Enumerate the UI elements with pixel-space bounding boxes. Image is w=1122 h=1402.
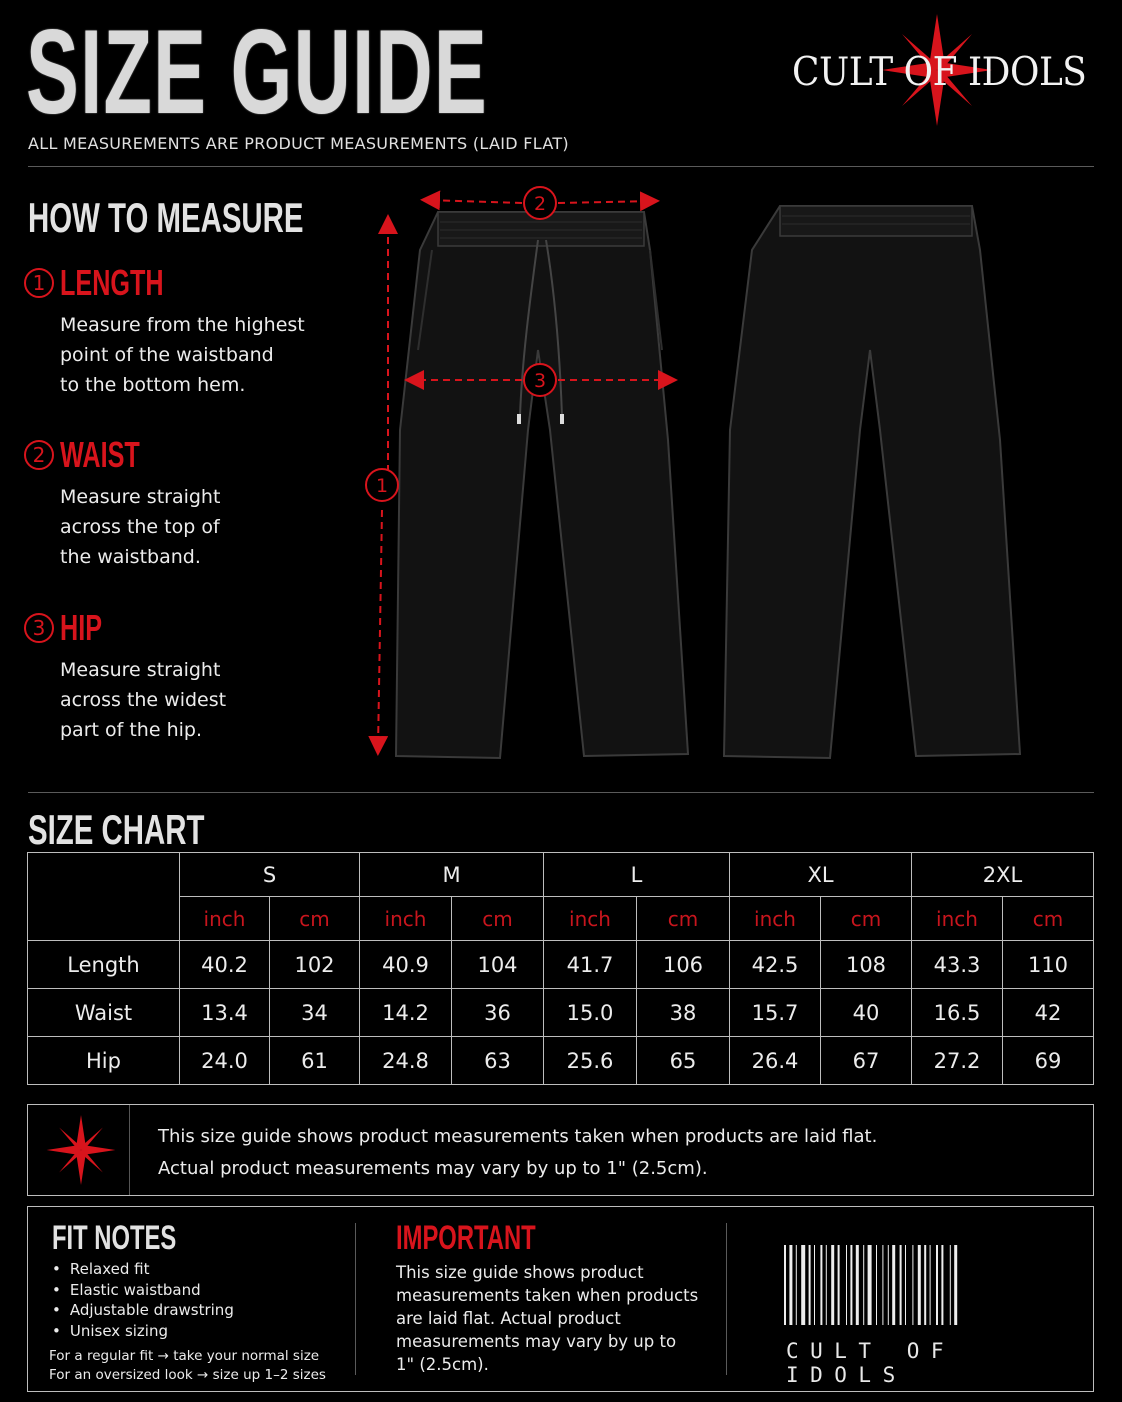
unit-header-row: [28, 897, 1094, 941]
list-item: • Unisex sizing: [52, 1321, 234, 1342]
measurement-notice: [27, 1104, 1094, 1196]
table-cell: 102: [270, 941, 360, 989]
step-line: point of the waistband: [60, 344, 274, 366]
table-cell: 36: [452, 989, 544, 1037]
step-line: Measure from the highest: [60, 314, 305, 336]
how-to-measure-title: HOW TO MEASURE: [28, 194, 304, 241]
step-name: WAIST: [60, 434, 140, 475]
step-line: across the top of: [60, 516, 220, 538]
divider: [355, 1223, 356, 1375]
corner-cell: [28, 853, 180, 941]
step-line: the waistband.: [60, 546, 201, 568]
unit-inch: inch: [544, 897, 637, 941]
list-item: • Adjustable drawstring: [52, 1300, 234, 1321]
back-pants-image: [724, 206, 1020, 758]
table-cell: 24.8: [360, 1037, 452, 1085]
table-cell: 43.3: [912, 941, 1003, 989]
table-cell: 42.5: [730, 941, 821, 989]
step-line: Measure straight: [60, 659, 221, 681]
table-cell: 61: [270, 1037, 360, 1085]
table-cell: 15.7: [730, 989, 821, 1037]
table-cell: 15.0: [544, 989, 637, 1037]
step-description: [60, 482, 340, 572]
unit-cm: cm: [1003, 897, 1094, 941]
fit-notes-title: FIT NOTES: [52, 1219, 177, 1257]
step-number: 1: [24, 268, 54, 298]
barcode-label: CULT OF IDOLS: [786, 1339, 956, 1387]
marker-hip: 3: [533, 370, 547, 392]
table-row-hip: [28, 1037, 1094, 1085]
table-row-length: [28, 941, 1094, 989]
fit-advice-line: For a regular fit → take your normal size: [49, 1348, 320, 1364]
size-s-header: S: [180, 853, 360, 897]
marker-waist: 2: [533, 193, 547, 215]
table-cell: 41.7: [544, 941, 637, 989]
fit-advice-line: For an oversized look → size up 1–2 sizes: [49, 1367, 326, 1383]
size-chart-table: [27, 852, 1094, 1085]
row-label: Hip: [28, 1037, 180, 1085]
important-line: This size guide shows product: [396, 1263, 644, 1282]
notice-line: This size guide shows product measurements taken when products are laid flat.: [158, 1126, 878, 1147]
row-label: Waist: [28, 989, 180, 1037]
table-cell: 42: [1003, 989, 1094, 1037]
table-cell: 69: [1003, 1037, 1094, 1085]
brand-name: CULT OF IDOLS: [792, 50, 1087, 95]
unit-cm: cm: [821, 897, 912, 941]
important-title: IMPORTANT: [396, 1219, 536, 1257]
table-cell: 63: [452, 1037, 544, 1085]
step-length: [24, 262, 344, 400]
compass-star-icon: [46, 1115, 116, 1185]
size-xl-header: XL: [730, 853, 912, 897]
unit-cm: cm: [270, 897, 360, 941]
table-cell: 104: [452, 941, 544, 989]
unit-cm: cm: [637, 897, 730, 941]
page-subtitle: ALL MEASUREMENTS ARE PRODUCT MEASUREMENTS (LAID FLAT): [28, 134, 569, 153]
step-number: 2: [24, 440, 54, 470]
table-cell: 24.0: [180, 1037, 270, 1085]
step-line: part of the hip.: [60, 719, 202, 741]
table-cell: 40.2: [180, 941, 270, 989]
table-cell: 65: [637, 1037, 730, 1085]
bottom-info-panel: [27, 1206, 1094, 1392]
table-cell: 38: [637, 989, 730, 1037]
table-cell: 27.2: [912, 1037, 1003, 1085]
fit-advice: [49, 1347, 326, 1385]
front-pants-image: [396, 212, 688, 758]
table-cell: 67: [821, 1037, 912, 1085]
step-description: [60, 655, 340, 745]
table-cell: 106: [637, 941, 730, 989]
table-cell: 13.4: [180, 989, 270, 1037]
size-chart-title: SIZE CHART: [28, 806, 205, 853]
table-cell: 40: [821, 989, 912, 1037]
step-line: across the widest: [60, 689, 227, 711]
size-2xl-header: 2XL: [912, 853, 1094, 897]
marker-length: 1: [375, 475, 389, 497]
table-row-waist: [28, 989, 1094, 1037]
important-line: 1" (2.5cm).: [396, 1355, 489, 1374]
table-cell: 25.6: [544, 1037, 637, 1085]
important-text: [396, 1261, 706, 1376]
step-number: 3: [24, 613, 54, 643]
divider: [28, 166, 1094, 167]
table-cell: 34: [270, 989, 360, 1037]
size-header-row: [28, 853, 1094, 897]
divider: [28, 792, 1094, 793]
step-name: LENGTH: [60, 262, 164, 303]
table-cell: 16.5: [912, 989, 1003, 1037]
unit-inch: inch: [360, 897, 452, 941]
notice-line: Actual product measurements may vary by up to 1" (2.5cm).: [158, 1158, 708, 1179]
unit-inch: inch: [912, 897, 1003, 941]
pants-illustration: [360, 180, 1040, 780]
waist-arrow-right: [558, 201, 652, 203]
table-cell: 40.9: [360, 941, 452, 989]
unit-cm: cm: [452, 897, 544, 941]
important-line: measurements may vary by up to: [396, 1332, 677, 1351]
unit-inch: inch: [180, 897, 270, 941]
fit-notes-list: [52, 1259, 234, 1341]
brand-logo: [790, 14, 1090, 126]
step-name: HIP: [60, 607, 103, 648]
waist-arrow-left: [428, 200, 522, 203]
step-line: to the bottom hem.: [60, 374, 246, 396]
table-cell: 14.2: [360, 989, 452, 1037]
page-title: SIZE GUIDE: [26, 5, 489, 139]
length-arrow-down: [378, 510, 382, 748]
step-hip: [24, 607, 344, 745]
table-cell: 110: [1003, 941, 1094, 989]
important-line: are laid flat. Actual product: [396, 1309, 621, 1328]
list-item: • Elastic waistband: [52, 1280, 234, 1301]
step-description: [60, 310, 340, 400]
table-cell: 26.4: [730, 1037, 821, 1085]
size-l-header: L: [544, 853, 730, 897]
notice-text: [158, 1121, 877, 1185]
divider: [726, 1223, 727, 1375]
row-label: Length: [28, 941, 180, 989]
barcode-icon: [784, 1245, 1040, 1325]
notice-icon-cell: [28, 1105, 130, 1195]
step-line: Measure straight: [60, 486, 221, 508]
unit-inch: inch: [730, 897, 821, 941]
table-cell: 108: [821, 941, 912, 989]
list-item: • Relaxed fit: [52, 1259, 234, 1280]
size-m-header: M: [360, 853, 544, 897]
important-line: measurements taken when products: [396, 1286, 699, 1305]
step-waist: [24, 434, 344, 572]
